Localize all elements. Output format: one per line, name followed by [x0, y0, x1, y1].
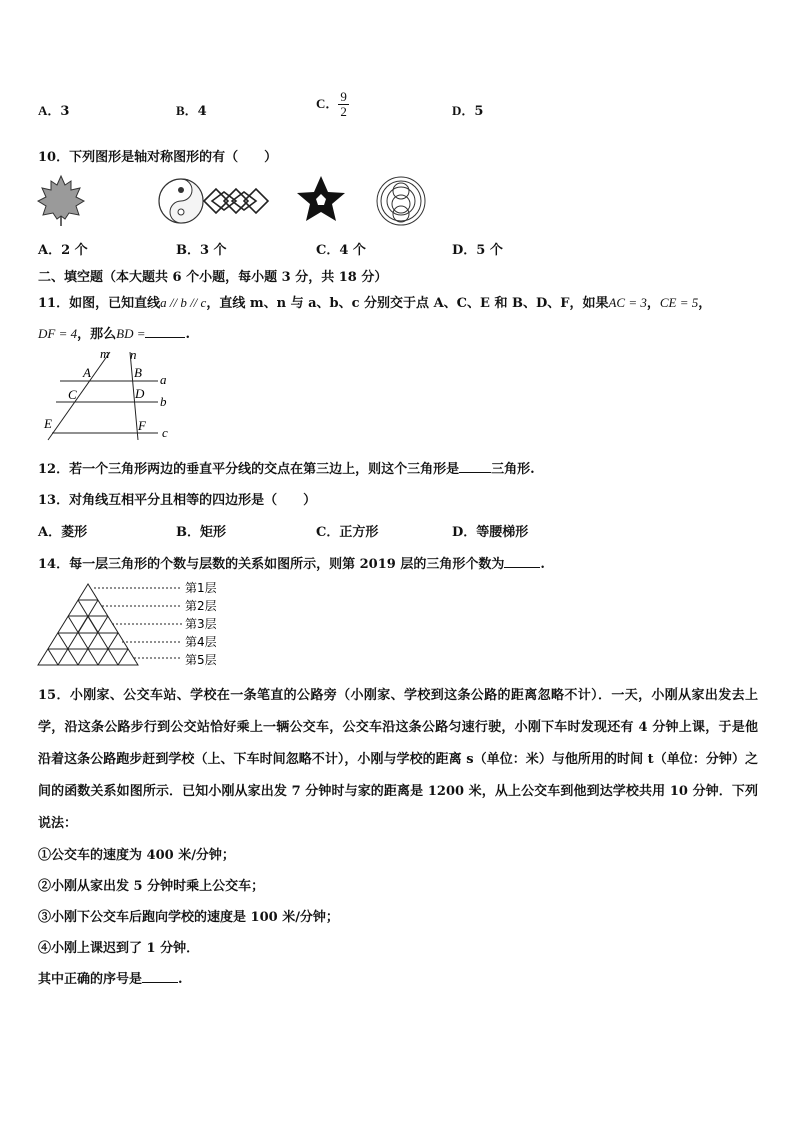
q9-option-a: A．3 [38, 103, 70, 119]
label-D: D [135, 386, 145, 401]
layer-1-label: 第1层 [185, 581, 217, 595]
q10-option-d: D．5 个 [452, 243, 503, 258]
section-heading: 二、填空题（本大题共 6 个小题，每小题 3 分，共 18 分） [38, 270, 388, 285]
yin-yang-icon [159, 179, 203, 223]
q11-line2: DF = 4，那么BD = . [38, 326, 191, 342]
nested-circles-icon [377, 177, 425, 225]
q15-text: 15．小刚家、公交车站、学校在一条笔直的公路旁（小刚家、学校到这条公路的距离忽略不计）．一天，小刚从家出发去上学，沿这条公路步行到公交站恰好乘上一辆公交车，公交车沿这条公路匀速行驶，小刚下车时发现还有 4 分钟上课，于是他沿着这条公路跑步赶到学校（上、下车时间忽略不计），小刚与学校的距离 s（单位：米）与他所用的时间 t（单位：分钟）之间的函数关系如图所示．已知小刚从家出发 7 分钟时与家的距离是 1200 米，从上公交车到他到达学校共用 10 分钟．下列说法： [38, 688, 758, 831]
knot-pattern-icon [204, 189, 268, 213]
q15-item-4: ④小刚上课迟到了 1 分钟． [38, 941, 200, 956]
q15-answer-line: 其中正确的序号是 . [38, 972, 183, 987]
label-b: b [160, 394, 167, 409]
label-F: F [138, 418, 146, 433]
q10-figures [36, 172, 428, 230]
q13-option-b: B．矩形 [176, 525, 226, 540]
layer-2-label: 第2层 [185, 599, 217, 613]
label-c: c [162, 425, 168, 440]
layer-5-label: 第5层 [185, 653, 217, 667]
q13-stem: 13．对角线互相平分且相等的四边形是（ ） [38, 493, 317, 508]
q11-line1: 11．如图，已知直线a // b // c，直线 m、n 与 a、b、c 分别交于点 A、C、E 和 B、D、F，如果AC = 3，CE = 5， [38, 295, 712, 311]
maple-leaf-icon [38, 176, 84, 226]
label-a: a [160, 372, 167, 387]
q12: 12．若一个三角形两边的垂直平分线的交点在第三边上，则这个三角形是 三角形. [38, 462, 535, 477]
label-A: A [83, 365, 91, 380]
label-E: E [44, 416, 52, 431]
layer-4-label: 第4层 [185, 635, 217, 649]
q10-option-b: B．3 个 [176, 243, 227, 258]
q9-option-b: B．4 [176, 103, 207, 119]
label-C: C [68, 387, 77, 402]
label-n: n [130, 347, 137, 362]
q10-option-a: A．2 个 [38, 243, 88, 258]
q9-option-c: C． $\frac{9}{2}$ [316, 89, 347, 119]
q15-item-1: ①公交车的速度为 400 米/分钟； [38, 848, 235, 863]
q14-stem: 14．每一层三角形的个数与层数的关系如图所示，则第 2019 层的三角形个数为 . [38, 557, 545, 572]
star-pentagon-icon [297, 176, 345, 221]
fraction: $\frac{9}{2}$ [340, 89, 347, 119]
label-m: m [100, 346, 110, 361]
q13-option-c: C．正方形 [316, 525, 379, 540]
q10-option-c: C．4 个 [316, 243, 366, 258]
q9-option-d: D．5 [452, 103, 484, 119]
layer-3-label: 第3层 [185, 617, 217, 631]
label-B: B [134, 365, 142, 380]
q13-option-a: A．菱形 [38, 525, 88, 540]
q14-triangle-figure [36, 578, 236, 670]
q10-stem: 10．下列图形是轴对称图形的有（ ） [38, 150, 278, 165]
q11-figure [38, 344, 178, 442]
q15-item-3: ③小刚下公交车后跑向学校的速度是 100 米/分钟； [38, 910, 339, 925]
q15-item-2: ②小刚从家出发 5 分钟时乘上公交车； [38, 879, 265, 894]
q13-option-d: D．等腰梯形 [452, 525, 529, 540]
